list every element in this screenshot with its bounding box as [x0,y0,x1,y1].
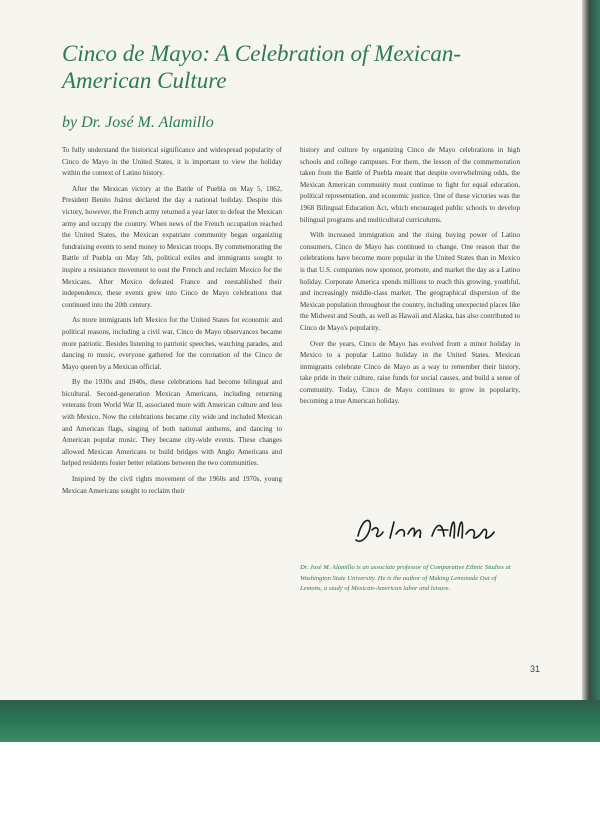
article-byline: by Dr. José M. Alamillo [62,114,214,131]
paragraph: After the Mexican victory at the Battle of Puebla on May 5, 1862, President Benito Juárez declared the day a national holiday. Despite this victory, however, the French army returned a year later to defeat the Mexican army and occupy the country. When news of the French occupation reached the United States, the Mexican expatriate community began organizing fundraising events to send money to Mexican troops. By commemorating the Battle of Puebla on May 5th, political exiles and immigrants sought to inspire a resistance movement to oust the French and reclaim Mexico for the Mexicans. After Mexico defeated France and reestablished their independence, these events grew into Cinco de Mayo celebrations that continued into the 20th century. [62,184,282,309]
paragraph: To fully understand the historical significance and widespread popularity of Cinco de Mayo in the United States, it is important to view the holiday within the context of Latino history. [62,146,282,178]
green-cover-band [0,700,600,742]
author-bio: Dr. José M. Alamillo is an associate professor of Comparative Ethnic Studies at Washington State University. He is the author of Making Lemonade Out of Lemons, a study of Mexican-American labor and leisure. [300,564,511,592]
paragraph: Over the years, Cinco de Mayo has evolved from a minor holiday in Mexico to a popular Latino holiday in the United States. Mexican immigrants celebrate Cinco de Mayo as a way to remember their history, take pride in their culture, raise funds for social causes, and build a sense of community. Today, Cinco de Mayo continues to grow in popularity, becoming a true American holiday. [300,339,520,406]
paragraph: Inspired by the civil rights movement of the 1960s and 1970s, young Mexican Americans sought to reclaim their [62,475,282,495]
paragraph: As more immigrants left Mexico for the United States for economic and political reasons, including a civil war, Cinco de Mayo observances became more patriotic. Besides listening to patriotic speeches, watching parades, and dancing to music, everyone gathered for the coronation of the Cinco de Mayo queen by a Mexican official. [62,316,282,371]
page-number: 31 [530,664,541,674]
author-signature [350,510,500,550]
paragraph: By the 1930s and 1940s, these celebrations had become bilingual and bicultural. Second-generation Mexican Americans, including returning veterans from World War II, associated more with American culture and less with Mexico. Now the celebrations became city wide and included Mexican and American flags, singing of both national anthems, and dancing to American popular music. They became city-wide events. These changes allowed Mexican Americans to build bridges with Anglo Americans and helped residents foster better relations between the two communities. [62,378,282,468]
left-column [62,145,282,540]
article-title: Cinco de Mayo: A Celebration of Mexican-American Culture [62,41,461,93]
paragraph: history and culture by organizing Cinco de Mayo celebrations in high schools and college campuses. For them, the lesson of the commemoration taken from the Battle of Puebla meant that despite overwhelming odds, the Mexican American community must continue to fight for equal education, political representation, and economic justice. One of these victories was the 1968 Bilingual Education Act, which encouraged public schools to develop bilingual programs and multicultural curriculums. [300,146,520,224]
scan-margin [0,742,600,825]
paragraph: With increased immigration and the rising buying power of Latino consumers, Cinco de Mayo has continued to change. One reason that the celebrations have become more popular in the United States than in Mexico is that U.S. companies now sponsor, promote, and market the day as a Latino holiday. Corporate America spends millions to reach this growing, youthful, and increasingly middle-class market. The geographical dispersion of the Mexican population throughout the country, including unexpected places like the Midwest and South, as well as Hawaii and Alaska, has also contributed to Cinco de Mayo's popularity. [300,231,520,332]
right-column [300,145,520,412]
